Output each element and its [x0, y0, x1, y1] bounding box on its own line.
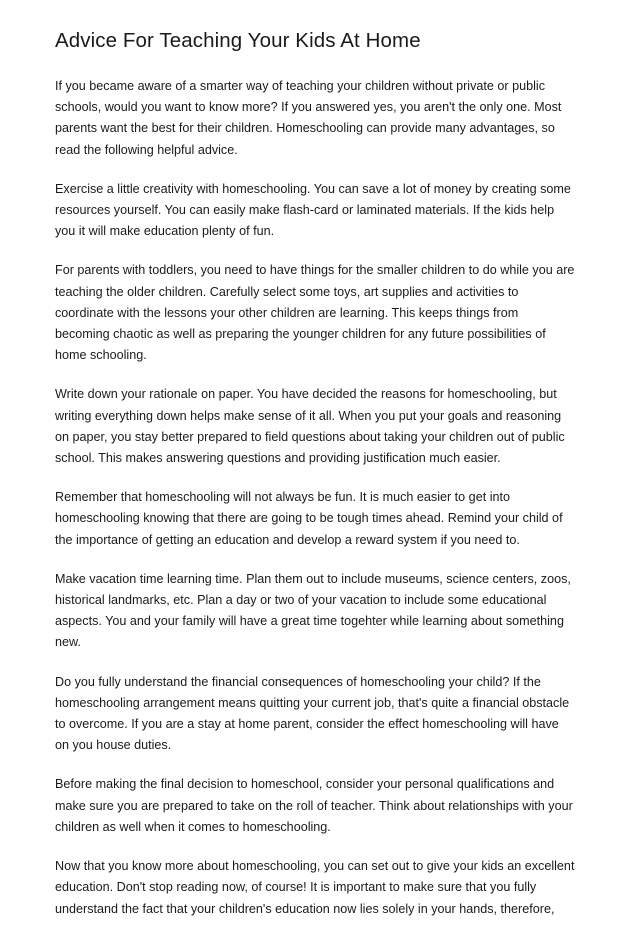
document-page: [55, 28, 587, 938]
paragraph-line: aspects. You and your family will have a great time togehter while learning about something: [55, 614, 564, 629]
paragraph-line: For parents with toddlers, you need to have things for the smaller children to do while you are: [55, 263, 575, 278]
paragraph-line: Write down your rationale on paper. You have decided the reasons for homeschooling, but: [55, 387, 557, 402]
paragraph-line: children as well when it comes to homeschooling.: [55, 819, 331, 834]
paragraph-line: the importance of getting an education and develop a reward system if you need to.: [55, 532, 520, 547]
paragraph-line: Exercise a little creativity with homeschooling. You can save a lot of money by creating some: [55, 181, 571, 196]
paragraph-line: make sure you are prepared to take on the roll of teacher. Think about relationships with your: [55, 798, 573, 813]
paragraph-line: understand the fact that your children's education now lies solely in your hands, therefore,: [55, 901, 555, 916]
paragraph: [55, 856, 587, 920]
paragraph-line: new.: [55, 635, 81, 650]
paragraph: [55, 774, 587, 838]
paragraph-line: school. This makes answering questions and providing justification much easier.: [55, 451, 501, 466]
paragraph-line: Do you fully understand the financial consequences of homeschooling your child? If the: [55, 674, 541, 689]
paragraph-line: to overcome. If you are a stay at home parent, consider the effect homeschooling will have: [55, 717, 559, 732]
paragraph-line: on you house duties.: [55, 738, 172, 753]
document-title: Advice For Teaching Your Kids At Home: [55, 29, 421, 52]
paragraph: [55, 179, 587, 243]
paragraph-line: you it will make education plenty of fun.: [55, 224, 275, 239]
paragraph-line: teaching the older children. Carefully select some toys, art supplies and activities to: [55, 284, 519, 299]
paragraph-line: read the following helpful advice.: [55, 142, 238, 157]
paragraph-line: on paper, you stay better prepared to field questions about taking your children out of public: [55, 429, 565, 444]
paragraph-line: homeschooling knowing that there are going to be tough times ahead. Remind your child of: [55, 511, 563, 526]
paragraph: [55, 569, 587, 654]
document-body: [55, 76, 587, 920]
paragraph-line: historical landmarks, etc. Plan a day or two of your vacation to include some educational: [55, 593, 547, 608]
paragraph-line: home schooling.: [55, 348, 147, 363]
paragraph-line: writing everything down helps make sense of it all. When you put your goals and reasoning: [55, 408, 562, 423]
paragraph-line: If you became aware of a smarter way of teaching your children without private or public: [55, 79, 546, 93]
paragraph-line: homeschooling arrangement means quitting your current job, that's quite a financial obstacle: [55, 695, 570, 710]
paragraph-line: Remember that homeschooling will not always be fun. It is much easier to get into: [55, 490, 510, 505]
paragraph-line: Make vacation time learning time. Plan them out to include museums, science centers, zoos,: [55, 571, 571, 586]
paragraph: [55, 260, 587, 366]
paragraph-line: resources yourself. You can easily make flash-card or laminated materials. If the kids help: [55, 203, 555, 218]
paragraph-line: education. Don't stop reading now, of course! It is important to make sure that you fully: [55, 880, 537, 895]
paragraph-line: becoming chaotic as well as preparing the younger children for any future possibilities of: [55, 327, 546, 342]
paragraph-line: Now that you know more about homeschooling, you can set out to give your kids an excellent: [55, 859, 575, 874]
paragraph-line: Before making the final decision to homeschool, consider your personal qualifications and: [55, 777, 555, 792]
paragraph: [55, 487, 587, 551]
paragraph-line: schools, would you want to know more? If you answered yes, you aren't the only one. Most: [55, 100, 562, 115]
paragraph: [55, 76, 587, 161]
paragraph: [55, 672, 587, 757]
paragraph-line: parents want the best for their children. Homeschooling can provide many advantages, so: [55, 121, 555, 136]
paragraph-line: coordinate with the lessons your other children are learning. This keeps things from: [55, 305, 519, 320]
paragraph: [55, 384, 587, 469]
